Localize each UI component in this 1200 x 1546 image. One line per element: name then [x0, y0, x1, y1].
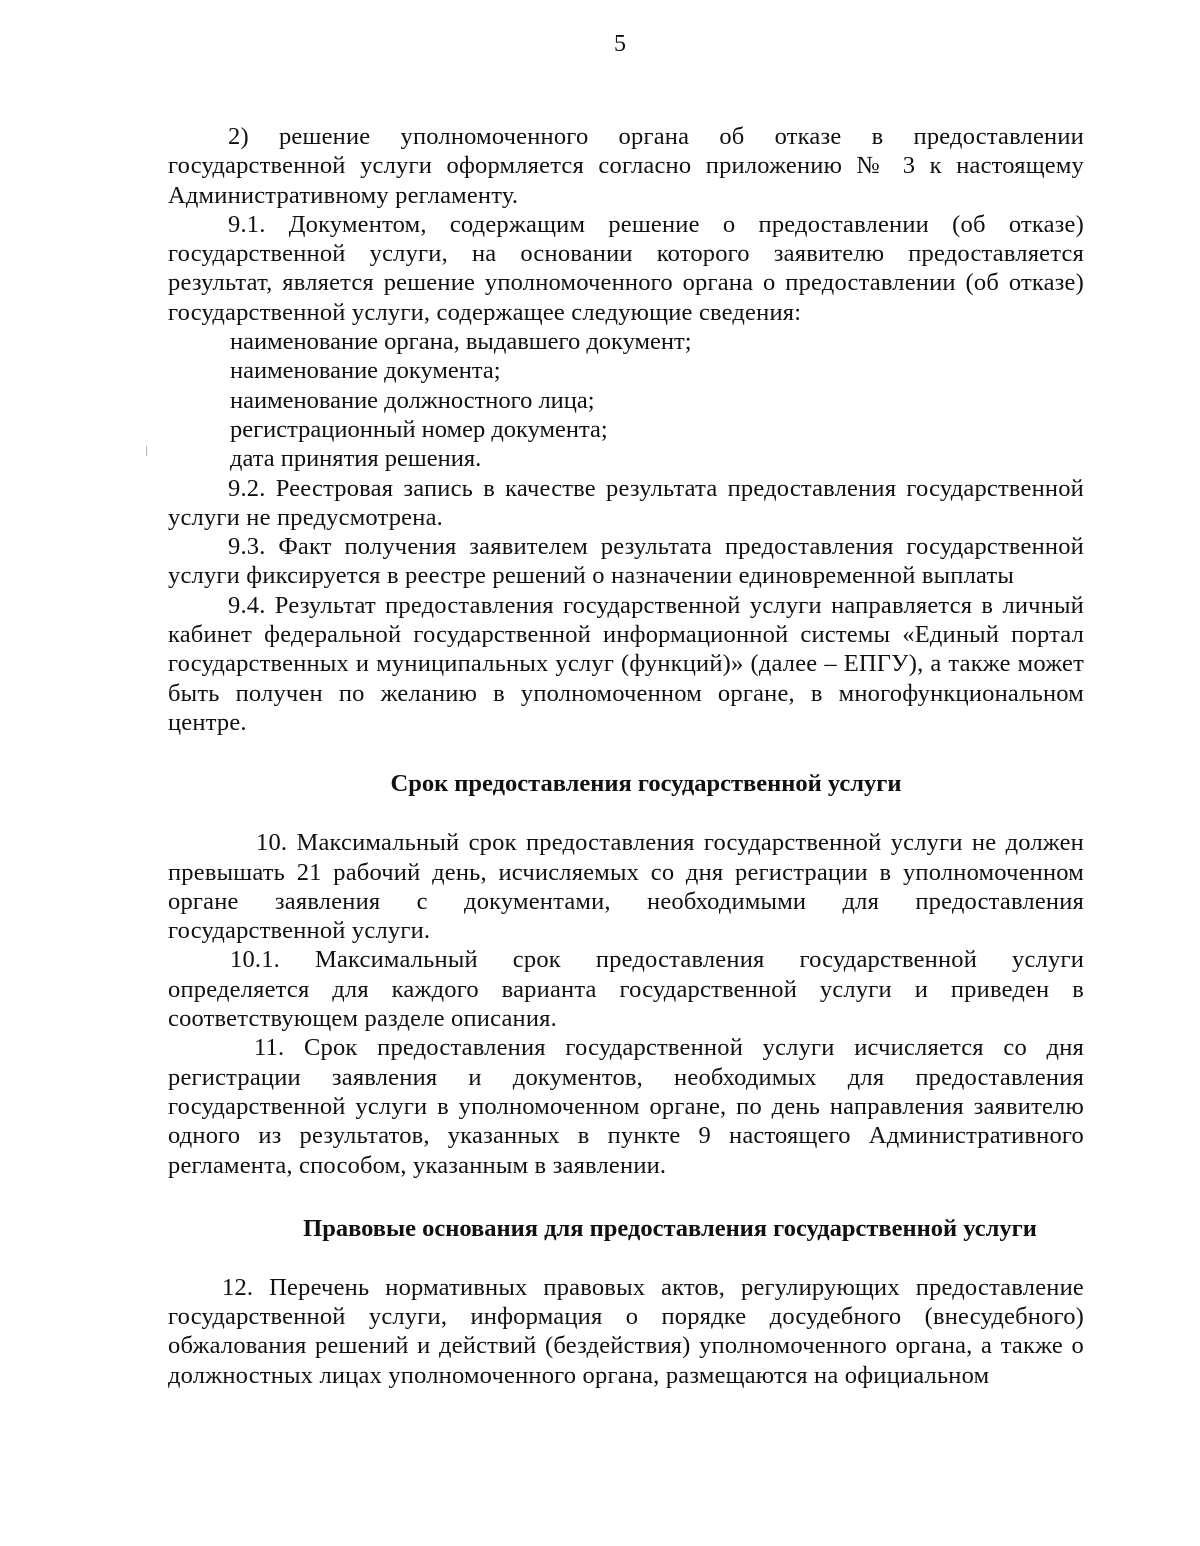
margin-mark — [146, 446, 147, 456]
paragraph-12: 12. Перечень нормативных правовых актов, регулирующих предоставление государственной услуги, информация о порядке досудебного (внесудебного) обжалования решений и действий (бездействия) уполномоченного органа, а также о должностных лицах уполномоченного органа, размещаются на официальном — [168, 1273, 1084, 1389]
list-item: наименование документа; — [230, 357, 501, 385]
list-item: регистрационный номер документа; — [230, 415, 608, 443]
paragraph-9-3: 9.3. Факт получения заявителем результата предоставления государственной услуги фиксируется в реестре решений о назначении единовременной выплаты — [168, 533, 1084, 590]
paragraph-11: 11. Срок предоставления государственной услуги исчисляется со дня регистрации заявления и документов, необходимых для предоставления государственной услуги в уполномоченном органе, по день направления заявителю одного из результатов, указанных в пункте 9 настоящего Административного регламента, способом, указанным в заявлении. — [168, 1034, 1084, 1179]
list-item: наименование органа, выдавшего документ; — [230, 328, 692, 356]
document-body — [168, 122, 1084, 1390]
paragraph-9-2: 9.2. Реестровая запись в качестве результата предоставления государственной услуги не предусмотрена. — [168, 474, 1084, 531]
details-list — [168, 327, 1084, 473]
list-item: дата принятия решения. — [230, 445, 482, 473]
paragraph-2: 2) решение уполномоченного органа об отказе в предоставлении государственной услуги оформляется согласно приложению № 3 к настоящему Административному регламенту. — [168, 123, 1084, 209]
section-heading-legal-basis: Правовые основания для предоставления государственной услуги — [303, 1214, 1037, 1242]
section-heading-term: Срок предоставления государственной услуги — [390, 770, 902, 798]
paragraph-9-1: 9.1. Документом, содержащим решение о предоставлении (об отказе) государственной услуги, на основании которого заявителю предоставляется результат, является решение уполномоченного органа о предоставлении (об отказе) государственной услуги, содержащее следующие сведения: — [168, 210, 1084, 326]
paragraph-10: 10. Максимальный срок предоставления государственной услуги не должен превышать 21 рабочий день, исчисляемых со дня регистрации в уполномоченном органе заявления с документами, необходимыми для предоставления государственной услуги. — [168, 829, 1084, 945]
paragraph-9-4: 9.4. Результат предоставления государственной услуги направляется в личный кабинет федеральной государственной информационной системы «Единый портал государственных и муниципальных услуг (функций)» (далее – ЕПГУ), а также может быть получен по желанию в уполномоченном органе, в многофункциональном центре. — [168, 591, 1084, 736]
list-item: наименование должностного лица; — [230, 386, 595, 414]
paragraph-10-1: 10.1. Максимальный срок предоставления государственной услуги определяется для каждого варианта государственной услуги и приведен в соответствующем разделе описания. — [168, 946, 1084, 1033]
page-number: 5 — [614, 31, 626, 57]
